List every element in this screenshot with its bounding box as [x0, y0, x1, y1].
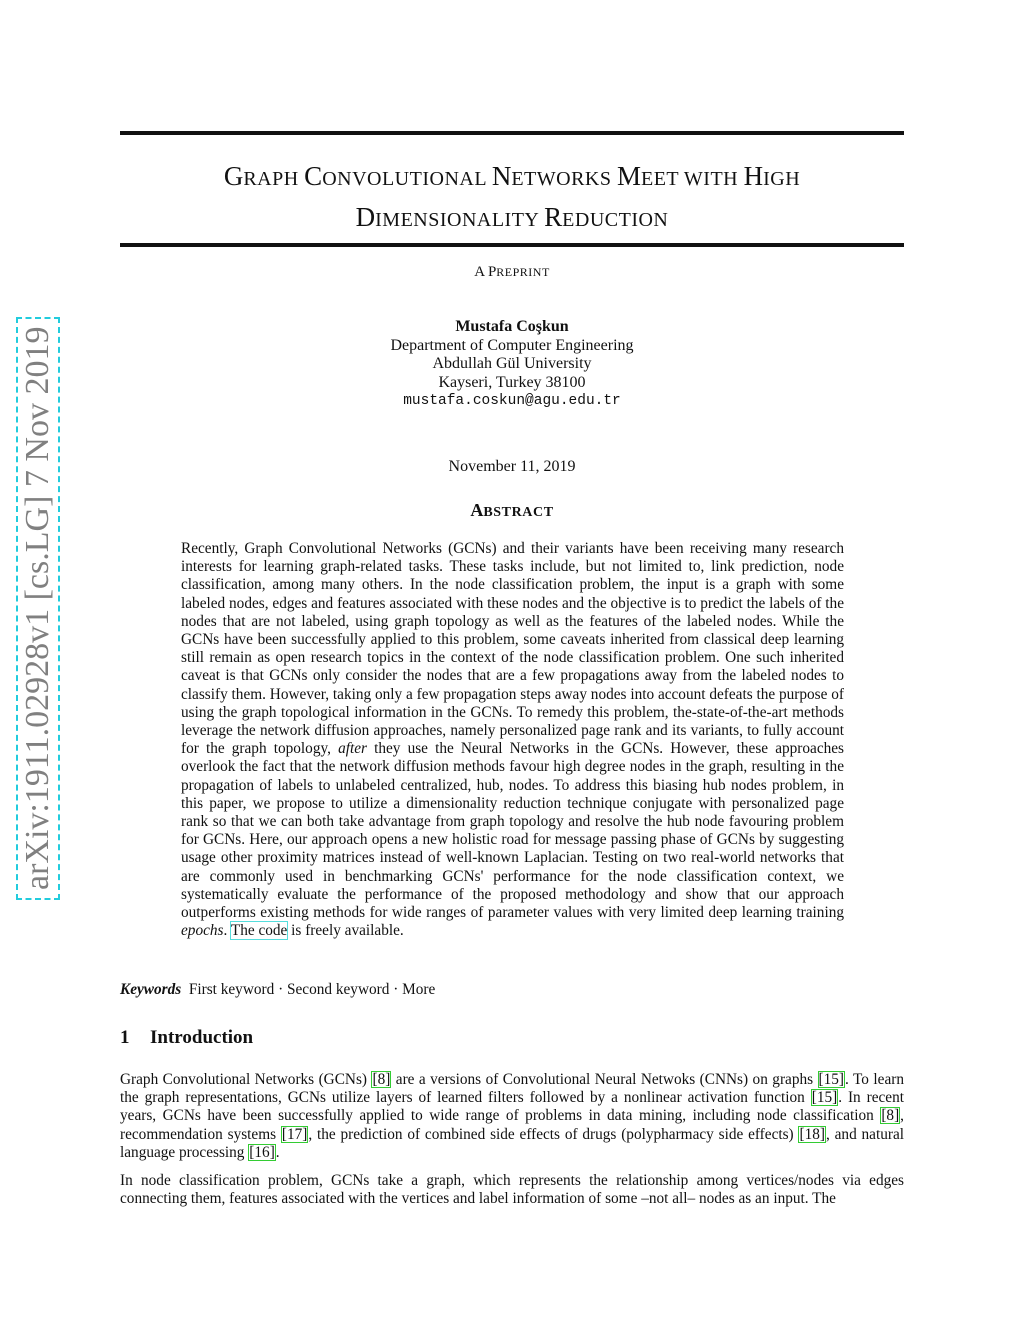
paper-title: [120, 158, 904, 240]
author-location: Kayseri, Turkey 38100: [438, 373, 586, 391]
intro-paragraph-2: In node classification problem, GCNs take a graph, which represents the relationship among vertices/nodes via edges connecting them, features associated with the vertices and label information of some –not all– nodes as an input. The: [120, 1172, 904, 1208]
title-line-1: GRAPH CONVOLUTIONAL NETWORKS MEET WITH HIGH: [223, 161, 801, 191]
intro-paragraph-1: Graph Convolutional Networks (GCNs) [8] are a versions of Convolutional Neural Netwoks (CNNs) on graphs [15]. To learn the graph representations, GCNs utilize layers of learned filters followed by a nonlinear activation function [15]. In recent years, GCNs have been successfully applied to wide range of problems in data mining, including node classification [8], recommendation systems [17], the prediction of combined side effects of drugs (polypharmacy side effects) [18], and natural language processing [16].: [120, 1071, 905, 1161]
author-department: Department of Computer Engineering: [390, 336, 634, 354]
citation-link[interactable]: [8]: [881, 1107, 900, 1125]
preprint-label: A PREPRINT: [474, 264, 550, 280]
abstract-heading: ABSTRACT: [470, 500, 554, 520]
keywords-line: [120, 981, 904, 999]
author-university: Abdullah Gül University: [432, 355, 592, 372]
publication-date: November 11, 2019: [448, 458, 576, 475]
section-heading-introduction: 1 Introduction: [120, 1027, 254, 1048]
keywords-label: Keywords: [120, 981, 182, 998]
citation-link[interactable]: [18]: [799, 1125, 825, 1143]
citation-link[interactable]: [15]: [818, 1071, 845, 1088]
citation-link[interactable]: [8]: [372, 1071, 391, 1088]
author-email-link[interactable]: mustafa.coskun@agu.edu.tr: [403, 393, 621, 409]
title-rule-bottom: [120, 243, 904, 247]
abstract-text: Recently, Graph Convolutional Networks (GCNs) and their variants have been receiving many research interests for learning graph-related tasks. These tasks include, but not limited to, link prediction, node classification, among many others. In the node classification problem, the input is a graph with some labeled nodes, edges and features associated with these nodes and the objective is to predict the labels of the nodes that are not labeled, using graph topology as well as the features of the labeled nodes. While the GCNs have been successfully applied to this problem, some caveats inherited from classical deep learning still remain as open research topics in the context of the node classification problem. One such inherited caveat is that GCNs only consider the nodes that are a few propagations away from the labeled nodes to classify them. However, taking only a few propagation steps away nodes into account defeats the purpose of using the graph topological information in the GCNs. To remedy this problem, the-state-of-the-art methods leverage the network diffusion approaches, namely personalized page rank and its variants, to fully account for the graph topology, after they use the Neural Networks in the GCNs. However, these approaches overlook the fact that the network diffusion methods favour high degree nodes in the graph, resulting in the propagation of labels to unlabeled centralized, hub, nodes. To address this biasing hub nodes problem, in this paper, we propose to utilize a dimensionality reduction technique conjugate with personalized page rank so that we can both take advantage from graph topology and resolve the hub node favouring problem for GCNs. Here, our approach opens a new holistic road for message passing phase of GCNs by suggesting usage other proximity matrices instead of well-known Laplacian. Testing on two real-world networks that are commonly used in benchmarking GCNs' performance for the node classification context, we systematically evaluate the performance of the proposed methodology and show that our approach outperforms existing methods for wide ranges of parameter values with very limited deep learning training epochs. The code is freely available.: [181, 540, 845, 940]
title-line-2: DIMENSIONALITY REDUCTION: [355, 202, 669, 232]
arxiv-stamp[interactable]: arXiv:1911.02928v1 [cs.LG] 7 Nov 2019: [16, 317, 60, 900]
title-rule-top: [120, 131, 904, 135]
keywords-list: First keyword · Second keyword · More: [188, 981, 436, 998]
author-block: [120, 318, 904, 411]
author-name: Mustafa Coşkun: [455, 318, 569, 335]
code-link[interactable]: The code: [230, 922, 288, 940]
citation-link[interactable]: [16]: [249, 1143, 275, 1161]
citation-link[interactable]: [15]: [811, 1089, 838, 1107]
citation-link[interactable]: [17]: [281, 1125, 308, 1143]
